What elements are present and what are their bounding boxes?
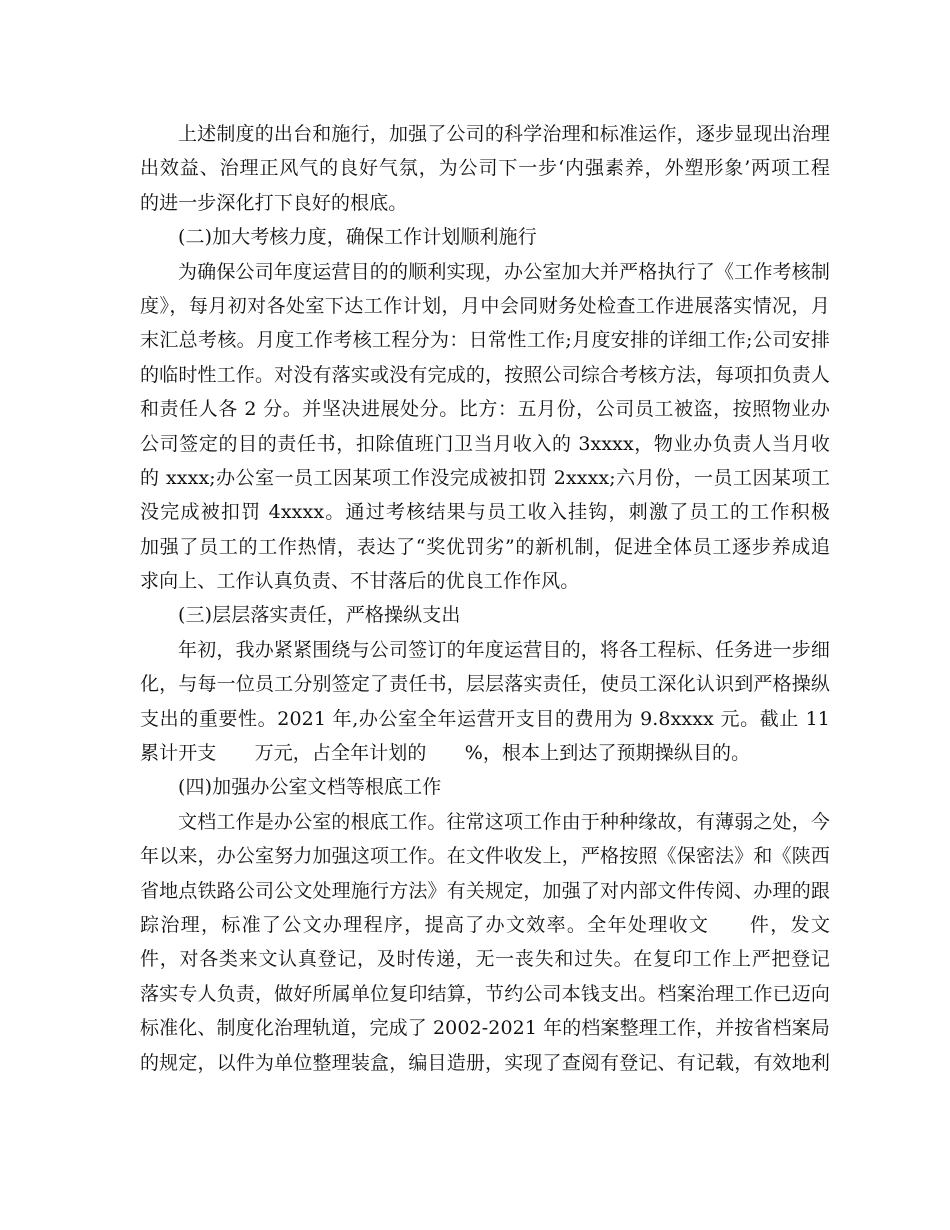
document-line: 化，与每一位员工分别签定了责任书，层层落实责任，使员工深化认识到严格操纵 [140, 673, 830, 696]
document-line: 出效益、治理正风气的良好气氛，为公司下一步‘内强素养，外塑形象’两项工程 [140, 157, 830, 180]
document-line: 上述制度的出台和施行，加强了公司的科学治理和标准运作，逐步显现出治理 [178, 123, 830, 145]
document-line: 踪治理，标准了公文办理程序，提高了办文效率。全年处理收文 件，发文 [140, 913, 830, 936]
document-line: 支出的重要性。2021 年,办公室全年运营开支目的费用为 9.8xxxx 元。截止 11 [140, 707, 830, 730]
document-body [140, 117, 830, 1080]
document-line: 标准化、制度化治理轨道，完成了 2002-2021 年的档案整理工作，并按省档案局 [140, 1017, 830, 1040]
document-line: (二)加大考核力度，确保工作计划顺利施行 [178, 226, 537, 249]
document-line: 公司签定的目的责任书，扣除值班门卫当月收入的 3xxxx，物业办负责人当月收 [140, 432, 830, 455]
document-line: 求向上、工作认真负责、不甘落后的优良工作作风。 [140, 570, 580, 593]
document-line: 年初，我办紧紧围绕与公司签订的年度运营目的，将各工程标、任务进一步细 [178, 638, 830, 661]
document-line: 的规定，以件为单位整理装盒，编目造册，实现了查阅有登记、有记载，有效地利 [140, 1051, 830, 1074]
document-line: 和责任人各 2 分。并坚决进展处分。比方：五月份，公司员工被盗，按照物业办 [140, 398, 830, 421]
document-line: (三)层层落实责任，严格操纵支出 [178, 604, 461, 627]
document-line: (四)加强办公室文档等根底工作 [178, 776, 442, 799]
document-line: 的 xxxx;办公室一员工因某项工作没完成被扣罚 2xxxx;六月份，一员工因某项工 [140, 466, 830, 489]
document-line: 末汇总考核。月度工作考核工程分为：日常性工作;月度安排的详细工作;公司安排 [140, 329, 830, 352]
document-line: 落实专人负责，做好所属单位复印结算，节约公司本钱支出。档案治理工作已迈向 [140, 982, 830, 1005]
document-line: 年以来，办公室努力加强这项工作。在文件收发上，严格按照《保密法》和《陕西 [140, 845, 830, 868]
document-line: 的临时性工作。对没有落实或没有完成的，按照公司综合考核方法，每项扣负责人 [140, 363, 830, 386]
document-line: 省地点铁路公司公文处理施行方法》有关规定，加强了对内部文件传阅、办理的跟 [140, 879, 830, 902]
document-line: 累计开支 万元，占全年计划的 %，根本上到达了预期操纵目的。 [140, 742, 751, 765]
document-line: 度》，每月初对各处室下达工作计划，月中会同财务处检查工作进展落实情况，月 [140, 294, 830, 317]
document-line: 件，对各类来文认真登记，及时传递，无一丧失和过失。在复印工作上严把登记 [140, 948, 830, 971]
document-line: 文档工作是办公室的根底工作。往常这项工作由于种种缘故，有薄弱之处，今 [178, 810, 830, 833]
document-line: 加强了员工的工作热情，表达了“奖优罚劣”的新机制，促进全体员工逐步养成追 [140, 535, 830, 558]
document-line: 的进一步深化打下良好的根底。 [140, 191, 408, 214]
document-line: 为确保公司年度运营目的的顺利实现，办公室加大并严格执行了《工作考核制 [178, 260, 830, 283]
document-line: 没完成被扣罚 4xxxx。通过考核结果与员工收入挂钩，刺激了员工的工作积极 [140, 501, 830, 524]
